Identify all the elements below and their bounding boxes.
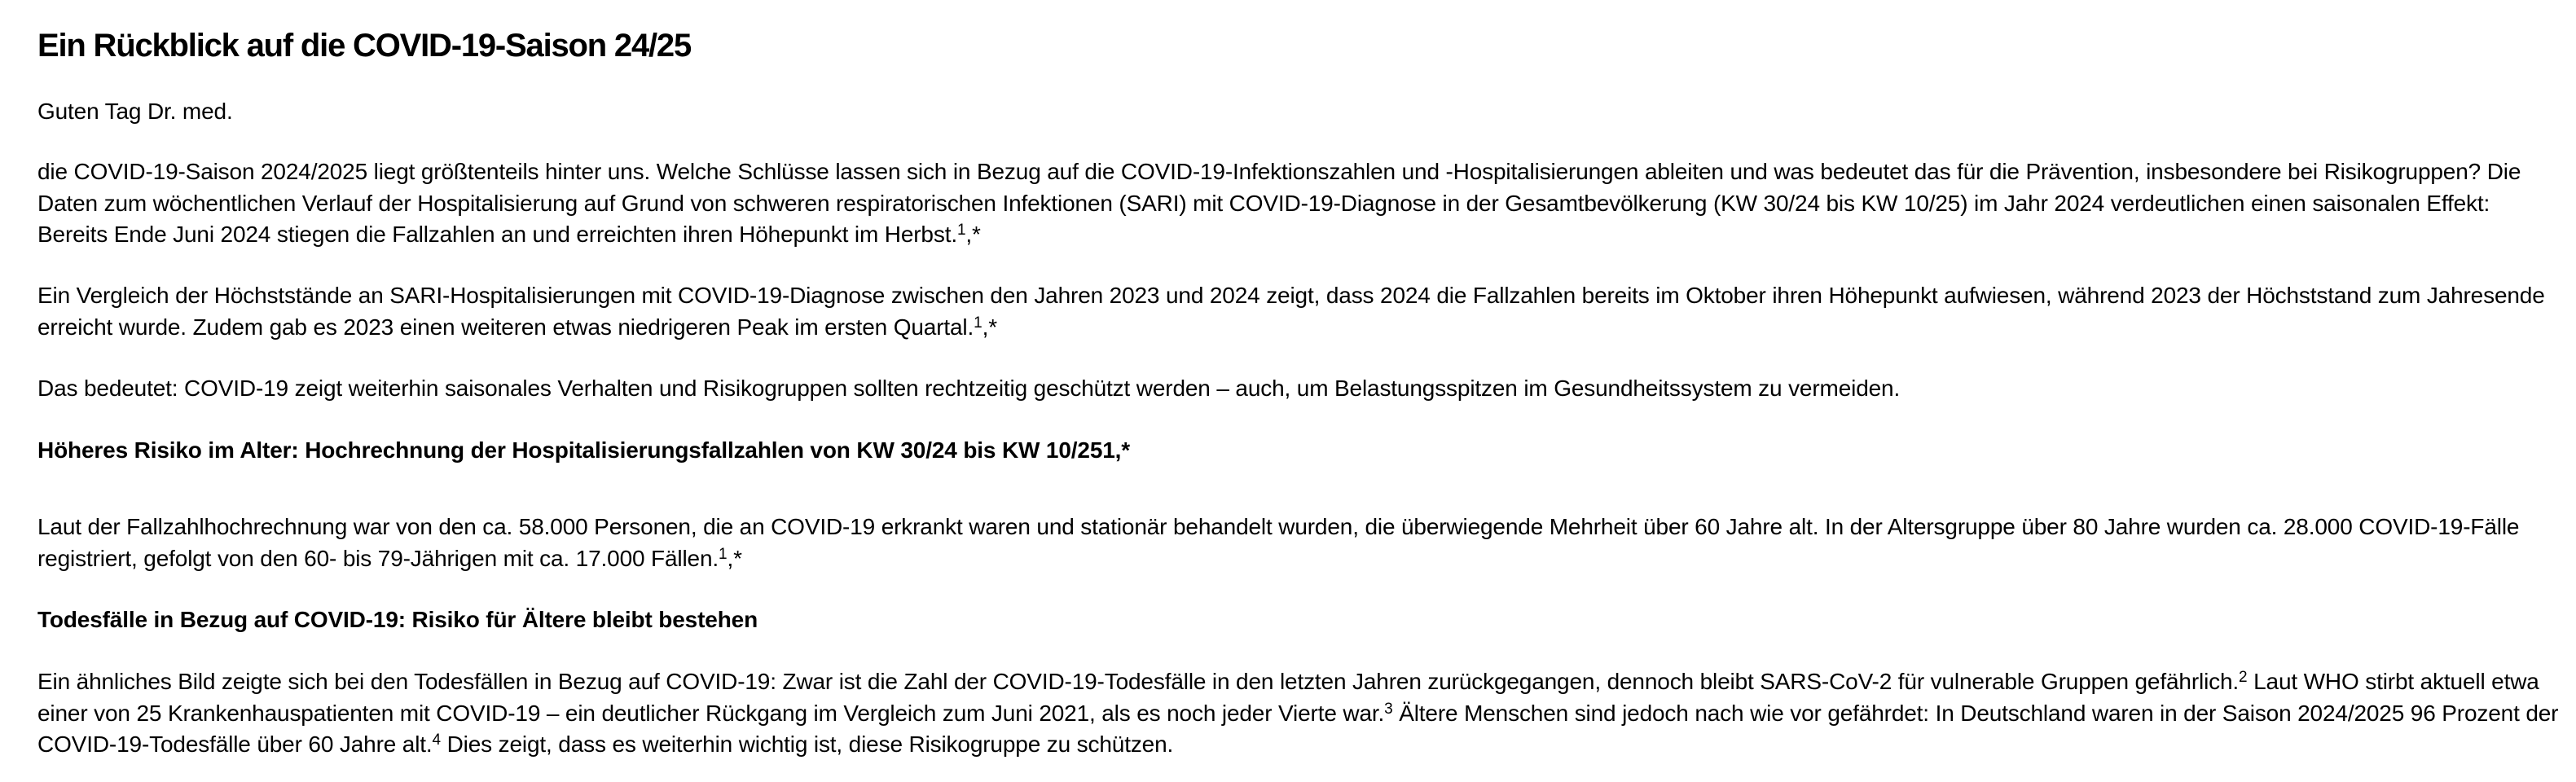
conclusion-paragraph: Das bedeutet: COVID-19 zeigt weiterhin saisonales Verhalten und Risikogruppen sollten rechtzeitig geschützt werden – auch, um Belastungsspitzen im Gesundheitssystem zu vermeiden. (37, 376, 1901, 401)
intro-paragraph (37, 156, 2560, 251)
greeting: Guten Tag Dr. med. (37, 99, 233, 124)
footnote-suffix: ,* (965, 222, 981, 247)
intro-paragraph-text: die COVID-19-Saison 2024/2025 liegt größtenteils hinter uns. Welche Schlüsse lassen sich in Bezug auf die COVID-19-Infektionszahlen und -Hospitalisierungen ableiten und was bedeutet das für die Prävention, insbesondere bei Risikogruppen? Die Daten zum wöchentlichen Verlauf der Hospitalisierung auf Grund von schweren respiratorischen Infektionen (SARI) mit COVID-19-Diagnose in der Gesamtbevölkerung (KW 30/24 bis KW 10/25) im Jahr 2024 verdeutlichen einen saisonalen Effekt: Bereits Ende Juni 2024 stiegen die Fallzahlen an und erreichten ihren Höhepunkt im Herbst. (37, 159, 2521, 247)
footnote-suffix: ,* (982, 314, 997, 340)
footnote-ref: 2 (2239, 669, 2248, 686)
footnote-suffix: ,* (727, 545, 742, 571)
footnote-ref: 3 (1384, 700, 1393, 718)
comparison-paragraph-text: Ein Vergleich der Höchststände an SARI-Hospitalisierungen mit COVID-19-Diagnose zwischen den Jahren 2023 und 2024 zeigt, dass 2024 die Fallzahlen bereits im Oktober ihren Höhepunkt aufwiesen, während 2023 der Höchststand zum Jahresende erreicht wurde. Zudem gab es 2023 einen weiteren etwas niedrigeren Peak im ersten Quartal. (37, 283, 2545, 340)
footnote-ref: 1 (956, 222, 966, 239)
deaths-paragraph-part4: Dies zeigt, dass es weiterhin wichtig ist, diese Risikogruppe zu schützen. (440, 731, 1174, 757)
footnote-ref: 1 (719, 545, 728, 563)
section-heading-deaths: Todesfälle in Bezug auf COVID-19: Risiko für Ältere bleibt bestehen (37, 607, 758, 632)
deaths-paragraph-part1: Ein ähnliches Bild zeigte sich bei den Todesfällen in Bezug auf COVID-19: Zwar ist die Zahl der COVID-19-Todesfälle in den letzten Jahren zurückgegangen, dennoch bleibt SARS-CoV-2 für vulnerable Gruppen gefährlich. (37, 669, 2240, 694)
footnote-ref: 4 (432, 731, 441, 749)
case-projection-paragraph-text: Laut der Fallzahlhochrechnung war von den ca. 58.000 Personen, die an COVID-19 erkrankt waren und stationär behandelt wurden, die überwiegende Mehrheit über 60 Jahre alt. In der Altersgruppe über 80 Jahre wurden ca. 28.000 COVID-19-Fälle registriert, gefolgt von den 60- bis 79-Jährigen mit ca. 17.000 Fällen. (37, 514, 2520, 571)
case-projection-paragraph (37, 512, 2560, 574)
deaths-paragraph-part2: Laut WHO stirbt aktuell etwa einer von 25 Krankenhauspatienten mit COVID-19 – ein deutlicher Rückgang im Vergleich zum Juni 2021, als es noch jeder Vierte war. (37, 669, 2539, 726)
deaths-paragraph-part3: Ältere Menschen sind jedoch nach wie vor gefährdet: In Deutschland waren in der Saison 2024/2025 96 Prozent der COVID-19-Todesfälle über 60 Jahre alt. (37, 700, 2559, 757)
page-title: Ein Rückblick auf die COVID-19-Saison 24/25 (37, 28, 692, 64)
comparison-paragraph (37, 280, 2560, 343)
section-heading-risk-age: Höheres Risiko im Alter: Hochrechnung der Hospitalisierungsfallzahlen von KW 30/24 bis KW 10/251,* (37, 437, 1131, 463)
footnote-ref: 1 (974, 314, 982, 332)
deaths-paragraph (37, 666, 2560, 761)
